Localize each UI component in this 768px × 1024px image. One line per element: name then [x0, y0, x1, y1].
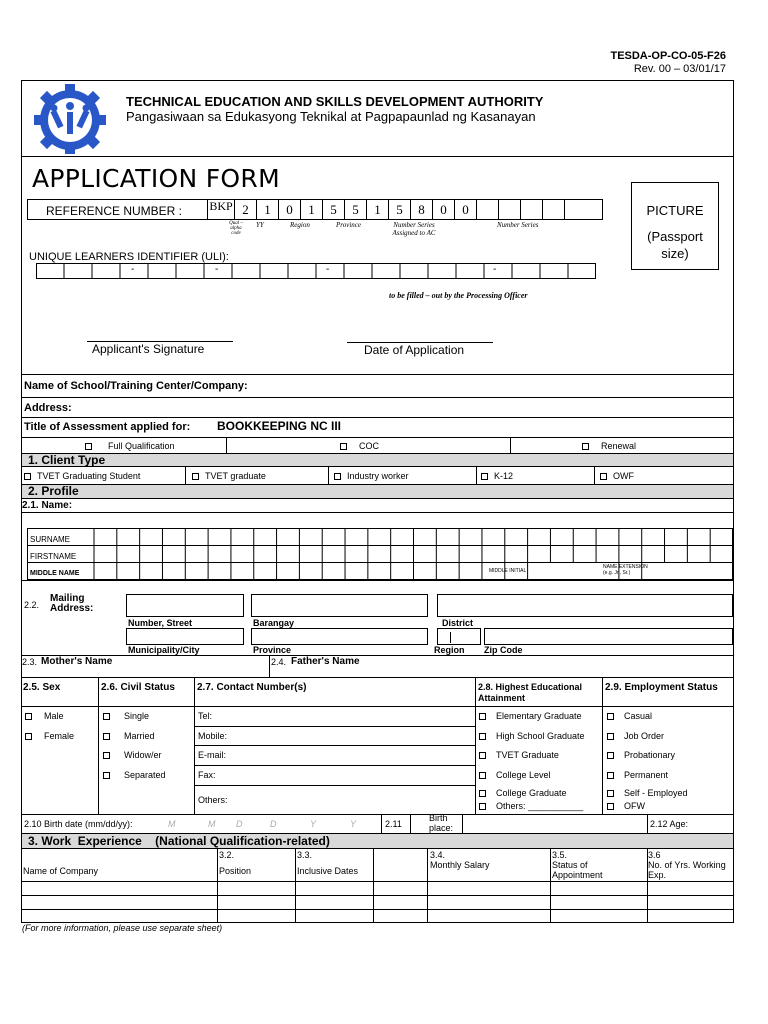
reference-number-label: REFERENCE NUMBER : — [46, 204, 183, 218]
renewal-option[interactable]: Renewal — [582, 441, 636, 451]
picture-label: PICTURE — [646, 203, 704, 218]
firstname-label: FIRSTNAME — [30, 552, 77, 561]
ref-cell[interactable]: BKP — [207, 199, 235, 220]
form-title: APPLICATION FORM — [32, 164, 280, 193]
uli-cells — [36, 263, 596, 279]
civil-single-option[interactable]: Single — [103, 711, 149, 721]
applicant-signature-label: Applicant's Signature — [92, 342, 205, 356]
col-position: Position — [219, 866, 252, 876]
ref-cell[interactable]: 2 — [234, 199, 257, 220]
ref-cell[interactable] — [520, 199, 543, 220]
province-field[interactable] — [251, 628, 428, 645]
client-option-graduate[interactable]: TVET graduate — [192, 471, 266, 481]
zip-code-field[interactable] — [484, 628, 733, 645]
municipality-field[interactable] — [126, 628, 244, 645]
region-field[interactable] — [437, 628, 481, 645]
checkbox-icon[interactable] — [479, 752, 486, 759]
work-heading: 3. Work Experience (National Qualification-related) — [28, 834, 330, 848]
middle-initial-label: MIDDLE INITIAL — [489, 568, 527, 574]
checkbox-icon[interactable] — [340, 443, 347, 450]
sex-label: 2.5. Sex — [23, 682, 61, 693]
number-street-field[interactable] — [126, 594, 244, 617]
col-dates: Inclusive Dates — [297, 866, 359, 876]
checkbox-icon[interactable] — [607, 803, 614, 810]
age-label: 2.12 Age: — [650, 819, 689, 829]
checkbox-icon[interactable] — [607, 733, 614, 740]
client-option-owf[interactable]: OWF — [600, 471, 634, 481]
checkbox-icon[interactable] — [481, 473, 488, 480]
col-company: Name of Company — [23, 866, 99, 876]
agency-name-tagalog: Pangasiwaan sa Edukasyong Teknikal at Pagpapaunlad ng Kasanayan — [126, 109, 536, 124]
processing-note: to be filled – out by the Processing Officer — [389, 291, 528, 300]
coc-option[interactable]: COC — [340, 441, 379, 451]
emp-permanent-option[interactable]: Permanent — [607, 770, 668, 780]
email-field[interactable]: E-mail: — [198, 750, 227, 760]
checkbox-icon[interactable] — [600, 473, 607, 480]
middlename-label: MIDDLE NAME — [30, 570, 80, 577]
address-label: Address: — [24, 402, 72, 414]
civil-status-label: 2.6. Civil Status — [101, 682, 175, 693]
sex-female-option[interactable]: Female — [25, 731, 74, 741]
mother-name-label: Mother's Name — [41, 656, 113, 667]
ref-caption-yy: YY — [256, 221, 264, 229]
sex-male-option[interactable]: Male — [25, 711, 64, 721]
edu-highschool-option[interactable]: High School Graduate — [479, 731, 585, 741]
date-of-application-label: Date of Application — [364, 343, 465, 357]
checkbox-icon[interactable] — [103, 772, 110, 779]
client-option-k12[interactable]: K-12 — [481, 471, 513, 481]
others-field[interactable]: Others: — [198, 795, 228, 805]
edu-college-level-option[interactable]: College Level — [479, 770, 551, 780]
reference-number-cells — [208, 199, 565, 220]
tesda-logo — [30, 84, 110, 154]
ref-cell[interactable] — [476, 199, 499, 220]
full-qualification-option[interactable]: Full Qualification — [85, 441, 175, 451]
education-label: 2.8. Highest Educational Attainment — [478, 682, 583, 703]
client-type-heading-bar — [21, 453, 734, 467]
assessment-value[interactable]: BOOKKEEPING NC III — [217, 419, 342, 433]
checkbox-icon[interactable] — [479, 790, 486, 797]
edu-college-graduate-option[interactable]: College Graduate — [479, 788, 567, 798]
edu-elementary-option[interactable]: Elementary Graduate — [479, 711, 582, 721]
checkbox-icon[interactable] — [479, 772, 486, 779]
form-code: TESDA-OP-CO-05-F26 — [610, 50, 726, 62]
col-status: Status of Appointment — [552, 860, 603, 880]
checkbox-icon[interactable] — [607, 752, 614, 759]
checkbox-icon[interactable] — [607, 772, 614, 779]
checkbox-icon[interactable] — [103, 733, 110, 740]
civil-separated-option[interactable]: Separated — [103, 770, 166, 780]
col-salary: Monthly Salary — [430, 860, 490, 870]
checkbox-icon[interactable] — [582, 443, 589, 450]
checkbox-icon[interactable] — [24, 473, 31, 480]
work-table — [21, 849, 734, 923]
checkbox-icon[interactable] — [192, 473, 199, 480]
ref-cell[interactable]: 0 — [454, 199, 477, 220]
checkbox-icon[interactable] — [25, 713, 32, 720]
school-label: Name of School/Training Center/Company: — [24, 380, 248, 392]
ref-caption-qual: Qual – alpha code — [229, 221, 243, 236]
mailing-address-label: Mailing Address: — [50, 593, 94, 614]
assessment-label: Title of Assessment applied for: — [24, 421, 191, 433]
ref-caption-series-ac: Number Series Assigned to AC — [392, 221, 436, 237]
emp-probationary-option[interactable]: Probationary — [607, 750, 675, 760]
profile-heading: 2. Profile — [28, 484, 79, 498]
agency-name: TECHNICAL EDUCATION AND SKILLS DEVELOPMENT AUTHORITY — [126, 94, 544, 109]
checkbox-icon[interactable] — [479, 713, 486, 720]
ref-cell[interactable]: 0 — [278, 199, 301, 220]
emp-joborder-option[interactable]: Job Order — [607, 731, 664, 741]
ref-cell[interactable]: 5 — [344, 199, 367, 220]
civil-married-option[interactable]: Married — [103, 731, 155, 741]
checkbox-icon[interactable] — [25, 733, 32, 740]
barangay-field[interactable] — [251, 594, 428, 617]
civil-widow-option[interactable]: Widow/er — [103, 750, 162, 760]
contact-numbers-label: 2.7. Contact Number(s) — [197, 682, 307, 693]
name-label: 2.1. Name: — [22, 500, 73, 511]
ref-cell[interactable]: 5 — [322, 199, 345, 220]
ref-cell[interactable]: 8 — [410, 199, 433, 220]
ref-cell[interactable]: 1 — [300, 199, 323, 220]
checkbox-icon[interactable] — [607, 713, 614, 720]
ref-cell[interactable]: 1 — [256, 199, 279, 220]
surname-label: SURNAME — [30, 535, 71, 544]
picture-box — [631, 182, 719, 270]
father-name-label: Father's Name — [291, 656, 360, 667]
tel-field[interactable]: Tel: — [198, 711, 213, 721]
checkbox-icon[interactable] — [103, 752, 110, 759]
ref-cell[interactable]: 1 — [366, 199, 389, 220]
birthdate-label: 2.10 Birth date (mm/dd/yy): — [24, 819, 133, 829]
checkbox-icon[interactable] — [334, 473, 341, 480]
col-years: No. of Yrs. Working Exp. — [648, 860, 726, 880]
emp-casual-option[interactable]: Casual — [607, 711, 652, 721]
ref-cell[interactable] — [498, 199, 521, 220]
checkbox-icon[interactable] — [103, 713, 110, 720]
emp-ofw-option[interactable]: OFW — [607, 801, 645, 811]
ref-caption-region: Region — [290, 221, 310, 229]
fax-field[interactable]: Fax: — [198, 770, 216, 780]
checkbox-icon[interactable] — [479, 733, 486, 740]
edu-others-option[interactable]: Others: ___________ — [479, 801, 583, 811]
checkbox-icon[interactable] — [479, 803, 486, 810]
ref-caption-series: Number Series — [497, 221, 539, 229]
employment-status-label: 2.9. Employment Status — [605, 682, 718, 693]
edu-tvet-option[interactable]: TVET Graduate — [479, 750, 559, 760]
name-extension-label: NAME EXTENSION (e.g. Jr., Sr.) — [603, 564, 648, 576]
checkbox-icon[interactable] — [85, 443, 92, 450]
mobile-field[interactable]: Mobile: — [198, 731, 228, 741]
picture-size-note: (Passport size) — [647, 229, 703, 261]
checkbox-icon[interactable] — [607, 790, 614, 797]
emp-self-employed-option[interactable]: Self - Employed — [607, 788, 688, 798]
district-field[interactable] — [437, 594, 733, 617]
client-type-heading: 1. Client Type — [28, 453, 106, 467]
profile-heading-bar — [21, 484, 734, 499]
uli-label: UNIQUE LEARNERS IDENTIFIER (ULI): — [29, 251, 229, 263]
ref-cell[interactable] — [542, 199, 565, 220]
birthplace-label: Birth place: — [429, 813, 454, 833]
ref-cell[interactable]: 5 — [388, 199, 411, 220]
ref-caption-province: Province — [336, 221, 362, 229]
ref-cell[interactable]: 0 — [432, 199, 455, 220]
form-revision: Rev. 00 – 03/01/17 — [633, 63, 726, 75]
client-option-graduating[interactable]: TVET Graduating Student — [24, 471, 140, 481]
footer-note: (For more information, please use separate sheet) — [22, 923, 223, 933]
client-option-industry[interactable]: Industry worker — [334, 471, 409, 481]
